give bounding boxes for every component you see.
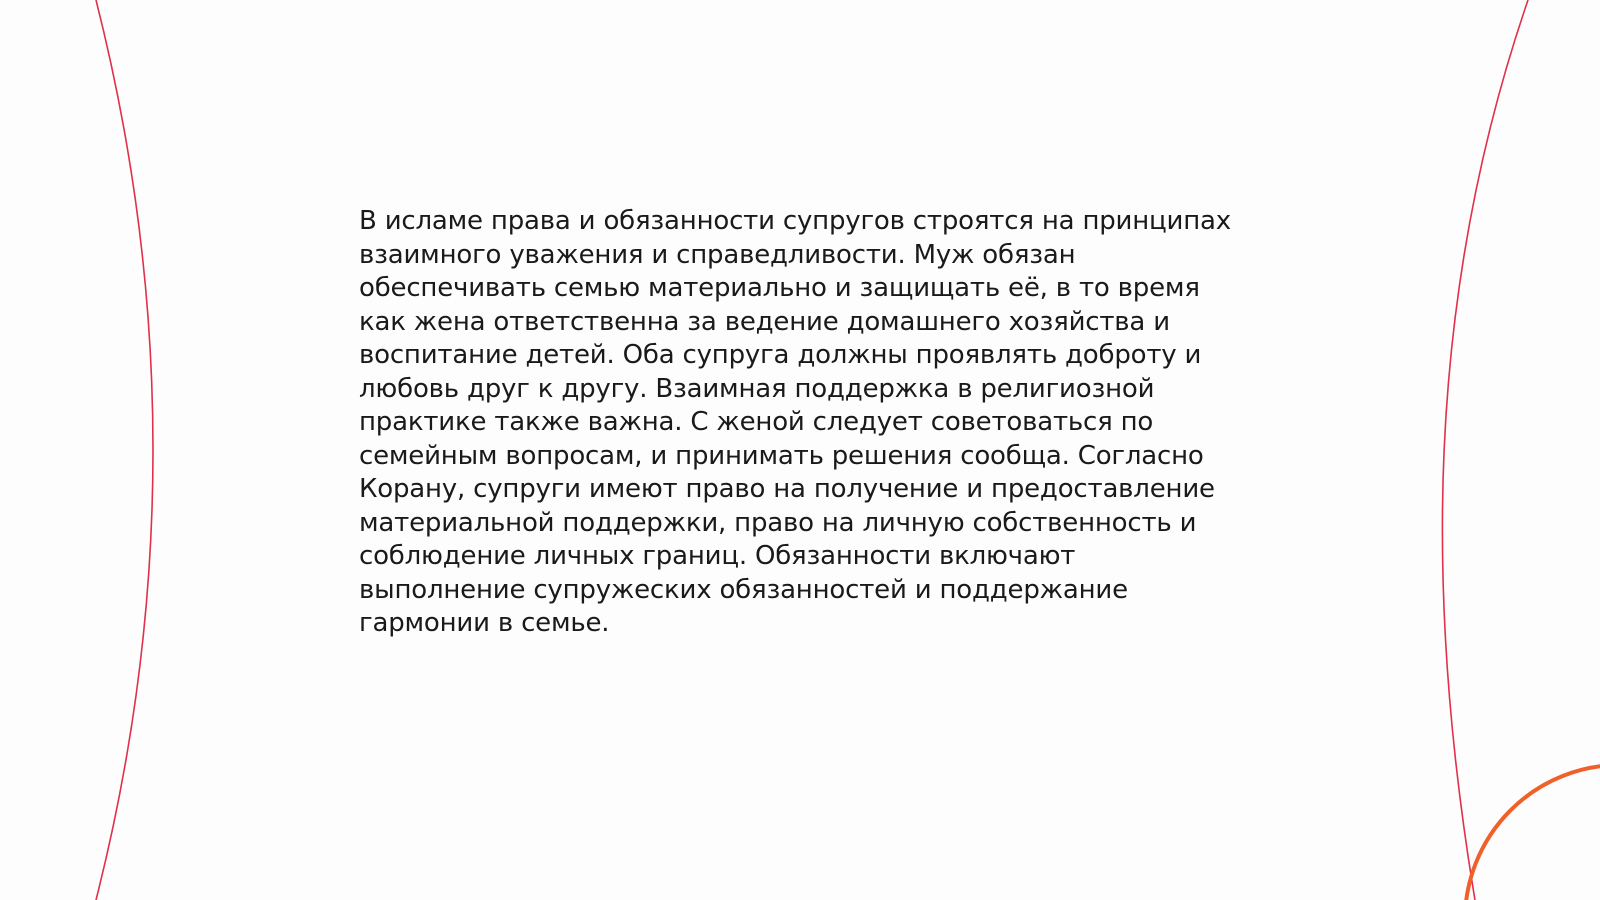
slide-body-text: В исламе права и обязанности супругов строятся на принципах взаимного уважения и справедливости. Муж обязан обеспечивать семью материально и защищать её, в то время как жена ответственна за ведение домашнего хозяйства и воспитание детей. Оба супруга должны проявлять доброту и любовь друг к другу. Взаимная поддержка в религиозной практике также важна. С женой следует советоваться по семейным вопросам, и принимать решения сообща. Согласно Корану, супруги имеют право на получение и предоставление материальной поддержки, право на личную собственность и соблюдение личных границ. Обязанности включают выполнение супружеских обязанностей и поддержание гармонии в семье. bbox=[359, 206, 1231, 638]
left-curve-line bbox=[96, 0, 153, 900]
right-curve-line bbox=[1442, 0, 1528, 900]
orange-arc-decoration bbox=[1465, 765, 1600, 900]
